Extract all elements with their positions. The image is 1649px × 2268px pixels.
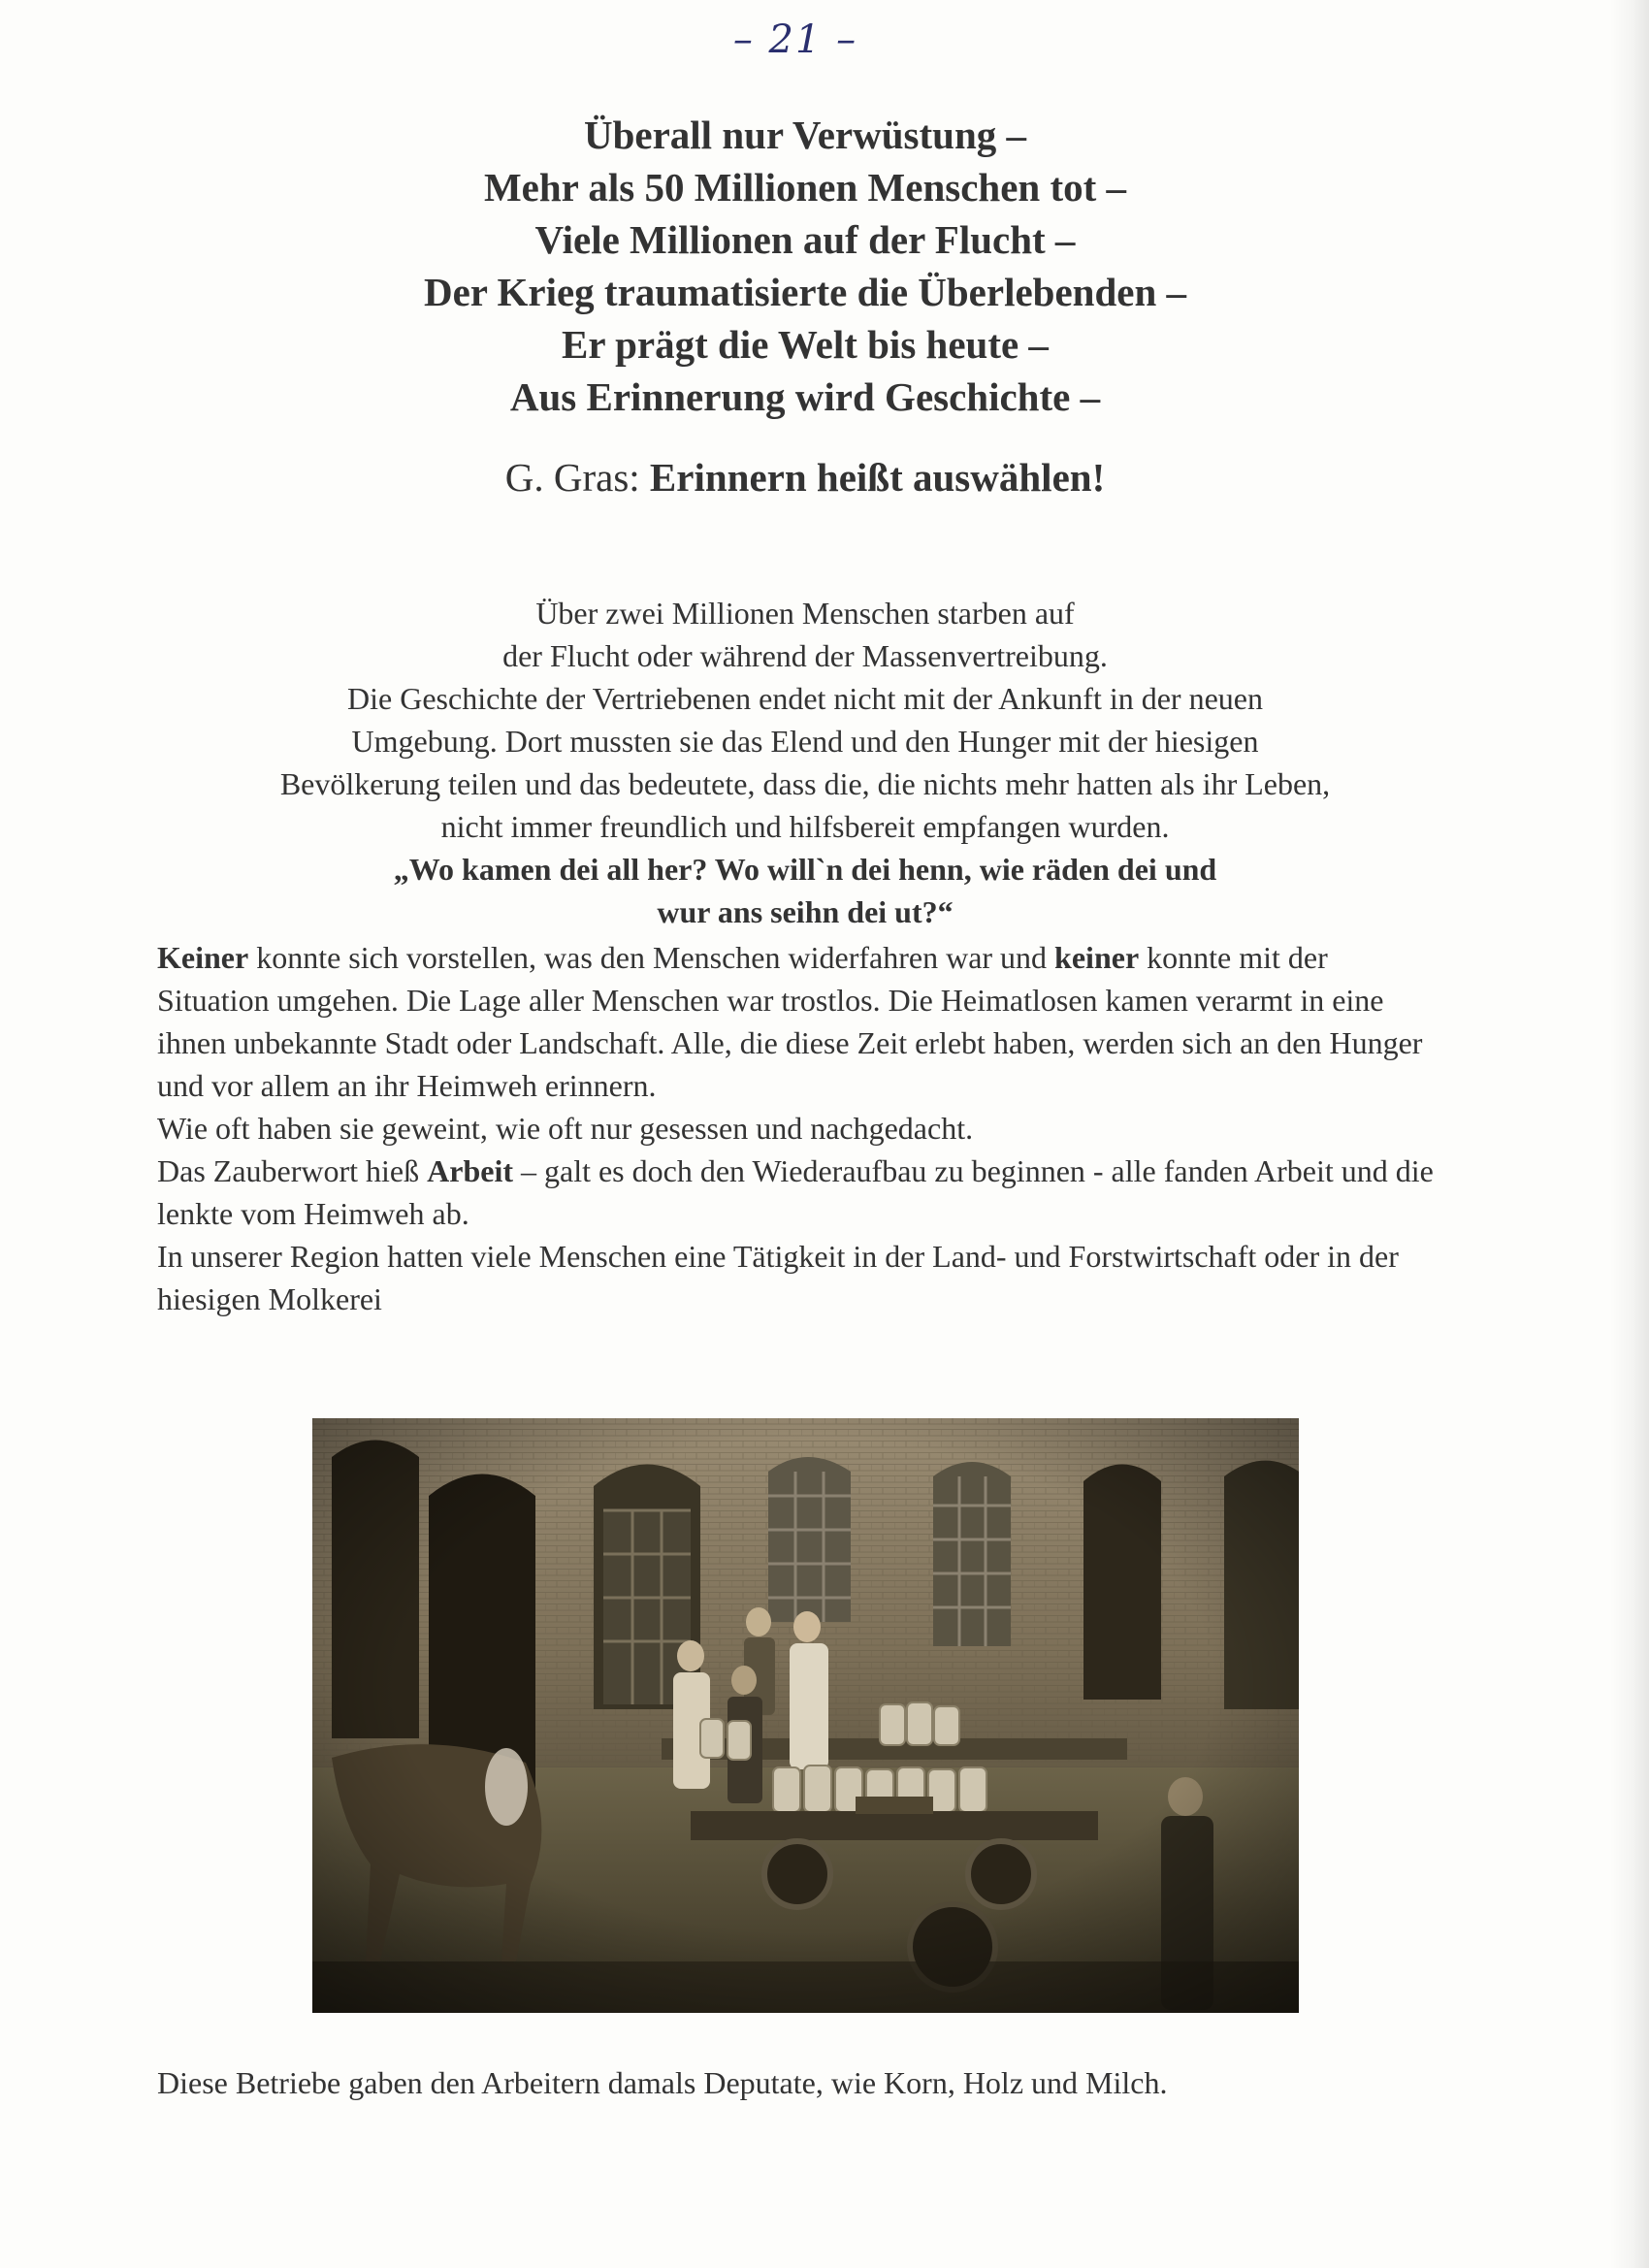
centered-line: Über zwei Millionen Menschen starben auf [535, 596, 1075, 631]
headline-line: Viele Millionen auf der Flucht – [534, 217, 1076, 262]
photo-caption: Diese Betriebe gaben den Arbeitern damals Deputate, wie Korn, Holz und Milch. [157, 2065, 1168, 2100]
scan-edge-shadow [1610, 0, 1649, 2268]
headline-line: Überall nur Verwüstung – [583, 113, 1027, 157]
body-paragraph [157, 936, 1447, 1107]
headline-line: Der Krieg traumatisierte die Überlebenden – [423, 270, 1187, 314]
centered-line: Die Geschichte der Vertriebenen endet nicht mit der Ankunft in der neuen [347, 681, 1263, 716]
headline-line: Er prägt die Welt bis heute – [562, 322, 1049, 367]
centered-line: nicht immer freundlich und hilfsbereit empfangen wurden. [440, 809, 1170, 844]
centered-line: der Flucht oder während der Massenvertreibung. [502, 638, 1108, 673]
headline [0, 109, 1610, 423]
dialect-quote-line: „Wo kamen dei all her? Wo will`n dei henn, wie räden dei und [393, 852, 1217, 887]
quote-author: G. Gras: [504, 455, 640, 500]
body-text-run: konnte sich vorstellen, was den Menschen widerfahren war und [248, 940, 1055, 975]
emphasis: Keiner [157, 940, 249, 975]
body-paragraph: Wie oft haben sie geweint, wie oft nur gesessen und nachgedacht. [157, 1111, 974, 1146]
headline-line: Aus Erinnerung wird Geschichte – [509, 374, 1101, 419]
centered-paragraph [0, 592, 1610, 933]
body-text-run: Das Zauberwort hieß [157, 1153, 428, 1188]
page-number: – 21 – [732, 17, 858, 62]
headline-line: Mehr als 50 Millionen Menschen tot – [483, 165, 1127, 210]
emphasis: Arbeit [427, 1153, 513, 1188]
body-text-run: konnte mit der Situation umgehen. Die Lage aller Menschen war trostlos. Die Heimatlosen kamen verarmt in eine ihnen unbekannte Stadt oder Landschaft. Alle, die diese Zeit erlebt haben, werden sich an den Hunger und vor allem an ihr Heimweh erinnern. [157, 940, 1423, 1103]
body-paragraph: In unserer Region hatten viele Menschen eine Tätigkeit in der Land- und Forstwirtschaft oder in der hiesigen Molkerei [157, 1239, 1399, 1316]
dairy-yard-photo [312, 1418, 1299, 2013]
dialect-quote-line: wur ans seihn dei ut?“ [657, 894, 954, 929]
body-text [157, 936, 1447, 1320]
emphasis: keiner [1054, 940, 1140, 975]
quote-text: Erinnern heißt auswählen! [649, 455, 1106, 500]
body-text-run: – galt es doch den Wiederaufbau zu beginnen - alle fanden Arbeit und die lenkte vom Heimweh ab. [157, 1153, 1434, 1231]
quote [0, 451, 1610, 503]
centered-line: Umgebung. Dort mussten sie das Elend und den Hunger mit der hiesigen [351, 724, 1259, 759]
centered-line: Bevölkerung teilen und das bedeutete, dass die, die nichts mehr hatten als ihr Leben, [279, 766, 1331, 801]
body-paragraph [157, 1150, 1447, 1235]
